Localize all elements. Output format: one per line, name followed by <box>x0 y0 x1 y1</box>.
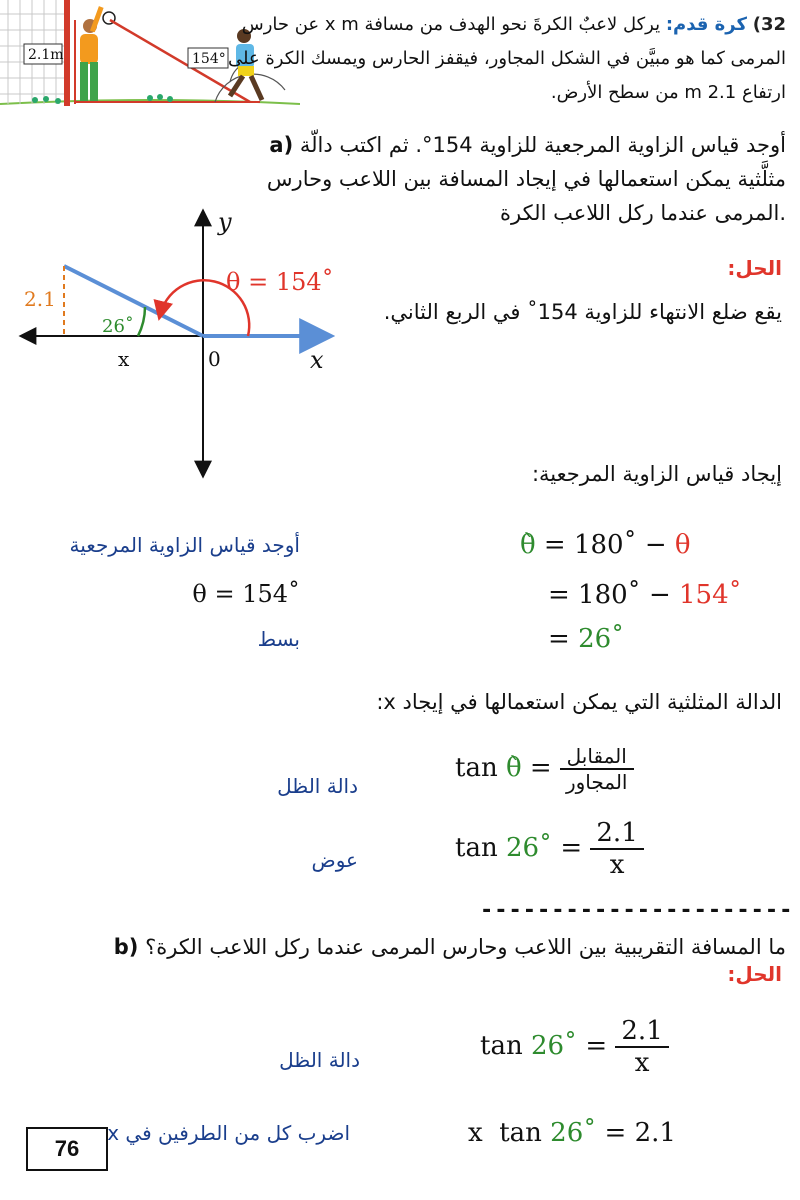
ref-row3-math <box>548 624 624 654</box>
part-b-row2-post: = 2.1 <box>596 1118 676 1148</box>
part-b-question <box>16 930 786 964</box>
trig-row2-eq: = <box>552 833 583 863</box>
ref-row1-step: أوجد قياس الزاوية المرجعية <box>69 533 300 557</box>
part-b-row1-tan: tan <box>480 1031 531 1061</box>
height-value-label: 2.1 <box>24 287 56 311</box>
x-axis-label: x <box>310 346 324 374</box>
part-a-solution-label: الحل: <box>727 256 782 280</box>
theta-prime-symbol: θ̀ <box>520 530 536 560</box>
angle-label: 154° <box>192 51 226 67</box>
ref-row2-expr: = 180˚ − <box>548 580 679 610</box>
ref-row3-expr: = <box>548 624 579 654</box>
part-a-label: a) <box>269 133 294 157</box>
problem-statement <box>226 8 786 110</box>
problem-number: 32) <box>752 14 786 35</box>
trig-row2-tan: tan <box>455 833 506 863</box>
ref-row3-value: 26˚ <box>578 624 625 654</box>
base-label: x <box>118 347 130 371</box>
trig-row1-step: دالة الظل <box>277 774 358 798</box>
part-b-row2-math <box>468 1118 676 1148</box>
part-b-row1-denominator: x <box>634 1048 650 1078</box>
trig-function-heading: الدالة المثلثية التي يمكن استعمالها في إيجاد x: <box>376 690 782 714</box>
reference-angle-label: 26˚ <box>102 316 134 337</box>
part-b-row1-math <box>480 1016 669 1078</box>
part-b-text: ما المسافة التقريبية بين اللاعب وحارس المرمى عندما ركل اللاعب الكرة؟ <box>145 935 786 959</box>
ref-row3-step: بسط <box>257 627 300 651</box>
trig-row2-denominator: x <box>609 850 625 880</box>
trig-row1-lhs: tan θ̀ = <box>455 753 552 783</box>
page-number: 76 <box>26 1127 108 1171</box>
part-b-row1-step: دالة الظل <box>279 1048 360 1072</box>
ref-row2-step: θ = 154˚ <box>192 580 300 608</box>
part-a-text: أوجد قياس الزاوية المرجعية للزاوية 154°. ثم اكتب دالّة مثلَّثية يمكن استعمالها في إيجاد المسافة بين اللاعب وحارس المرمى عندما ركل اللاعب الكرة. <box>266 133 786 225</box>
section-divider: ---------------------- <box>480 898 794 923</box>
trig-row2-angle: 26˚ <box>505 833 553 863</box>
trig-row2-fraction <box>590 818 643 880</box>
trig-row2-math <box>455 818 644 880</box>
problem-title: كرة قدم: <box>665 14 747 35</box>
ref-row1-expr: = 180˚ − <box>535 530 675 560</box>
y-axis-label: y <box>218 208 232 236</box>
problem-text: يركل لاعبٌ الكرةَ نحو الهدف من مسافة x m عن حارس المرمى كما هو مبيَّن في الشكل المجاور، فيقفز الحارس ويمسك الكرة على ارتفاع 2.1 m من سطح الأرض. <box>227 14 786 103</box>
part-b-row2-angle: 26˚ <box>550 1118 597 1148</box>
reference-angle-heading: إيجاد قياس الزاوية المرجعية: <box>531 462 782 486</box>
trig-row1-fraction <box>560 744 634 794</box>
ref-row1-theta: θ <box>674 530 691 560</box>
theta-label: θ = 154˚ <box>226 268 334 296</box>
part-b-solution-label: الحل: <box>727 962 782 986</box>
part-b-row1-angle: 26˚ <box>530 1031 578 1061</box>
trig-row1-numerator: المقابل <box>560 744 634 770</box>
part-b-row1-numerator: 2.1 <box>615 1016 668 1048</box>
trig-row2-step: عوض <box>311 848 358 872</box>
ref-row2-math <box>548 580 742 610</box>
part-b-row2-pre: x tan <box>468 1118 551 1148</box>
trig-row2-numerator: 2.1 <box>590 818 643 850</box>
quadrant-statement: يقع ضلع الانتهاء للزاوية 154˚ في الربع الثاني. <box>383 300 782 324</box>
part-b-row2-step: اضرب كل من الطرفين في x <box>107 1121 350 1145</box>
reference-angle-arc <box>138 307 145 336</box>
trig-row1-math <box>455 744 634 794</box>
part-b-row1-eq: = <box>577 1031 608 1061</box>
part-b-row1-fraction <box>615 1016 668 1078</box>
origin-label: 0 <box>208 347 221 371</box>
height-label: 2.1m <box>28 47 64 63</box>
ref-row1-math <box>520 530 691 560</box>
trig-row1-denominator: المجاور <box>565 770 628 794</box>
angle-diagram <box>10 200 350 485</box>
part-b-label: b) <box>113 935 139 959</box>
ref-row2-value: 154˚ <box>679 580 742 610</box>
